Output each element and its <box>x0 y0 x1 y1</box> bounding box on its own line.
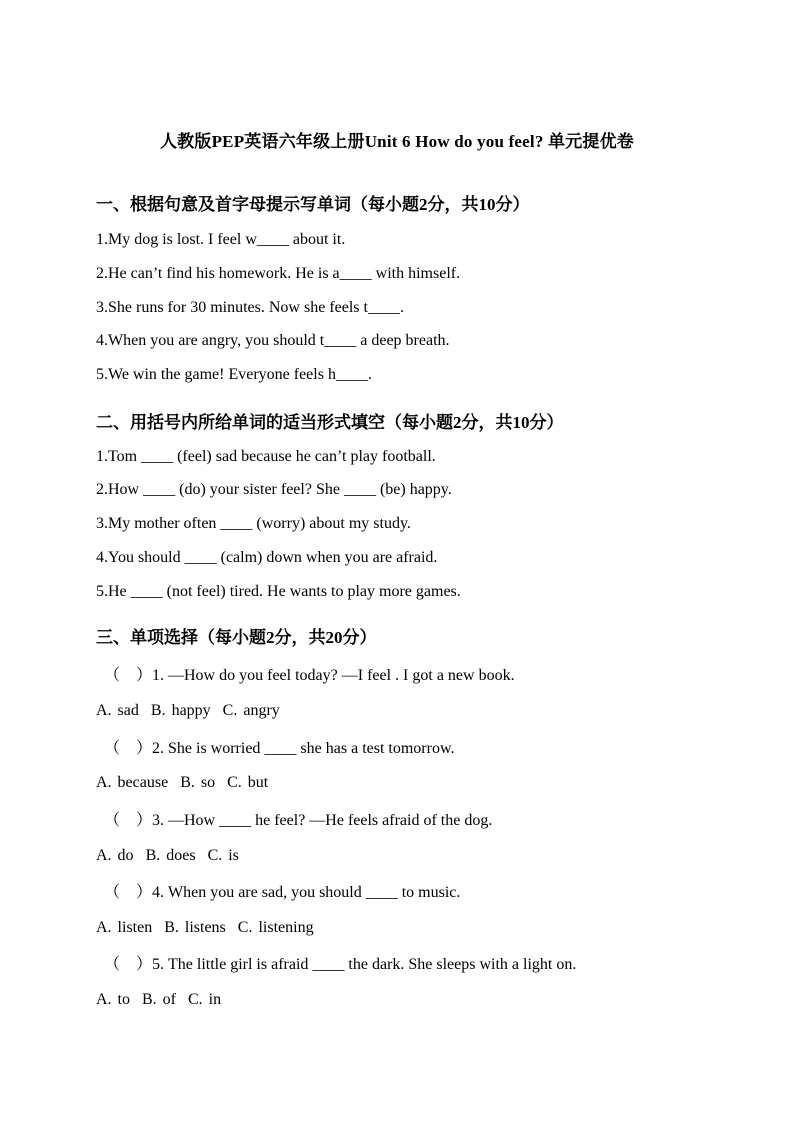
section-1-item-1: 1.My dog is lost. I feel w____ about it. <box>96 231 346 248</box>
section-3-options-5 <box>96 991 221 1009</box>
option-c: C. is <box>207 847 239 864</box>
section-2-item-3: 3.My mother often ____ (worry) about my study. <box>96 515 411 532</box>
section-2-item-5: 5.He ____ (not feel) tired. He wants to play more games. <box>96 583 461 600</box>
section-3-question-2: （ ）2. She is worried ____ she has a test tomorrow. <box>104 740 455 757</box>
section-1-item-4: 4.When you are angry, you should t____ a deep breath. <box>96 332 450 349</box>
option-b: B. of <box>142 991 176 1008</box>
section-1-item-5: 5.We win the game! Everyone feels h____. <box>96 366 372 383</box>
section-3-question-3: （ ）3. —How ____ he feel? —He feels afraid of the dog. <box>104 812 493 829</box>
section-1-heading: 一、根据句意及首字母提示写单词（每小题2分，共10分） <box>96 195 530 214</box>
section-1-item-3: 3.She runs for 30 minutes. Now she feels t____. <box>96 299 404 316</box>
section-1-item-2: 2.He can’t find his homework. He is a____ with himself. <box>96 265 461 282</box>
option-a: A. sad <box>96 702 139 719</box>
section-3-question-1: （ ）1. —How do you feel today? —I feel . I got a new book. <box>104 667 515 684</box>
section-3-options-1 <box>96 702 280 720</box>
section-3-question-5: （ ）5. The little girl is afraid ____ the dark. She sleeps with a light on. <box>104 956 577 973</box>
section-3-options-4 <box>96 919 314 937</box>
option-b: B. does <box>145 847 196 864</box>
section-2-heading: 二、用括号内所给单词的适当形式填空（每小题2分，共10分） <box>96 413 564 432</box>
option-a: A. because <box>96 774 169 791</box>
section-3-options-3 <box>96 847 239 865</box>
section-3-heading: 三、单项选择（每小题2分，共20分） <box>96 628 377 647</box>
section-3-options-2 <box>96 774 268 792</box>
page-title: 人教版PEP英语六年级上册Unit 6 How do you feel? 单元提优卷 <box>159 132 634 151</box>
option-c: C. angry <box>222 702 280 719</box>
section-2-item-2: 2.How ____ (do) your sister feel? She ____ (be) happy. <box>96 481 452 498</box>
section-2-item-4: 4.You should ____ (calm) down when you are afraid. <box>96 549 438 566</box>
option-b: B. so <box>180 774 216 791</box>
option-b: B. listens <box>164 919 226 936</box>
section-2-item-1: 1.Tom ____ (feel) sad because he can’t play football. <box>96 448 436 465</box>
option-a: A. do <box>96 847 134 864</box>
option-c: C. listening <box>237 919 314 936</box>
option-b: B. happy <box>150 702 211 719</box>
section-3-question-4: （ ）4. When you are sad, you should ____ to music. <box>104 884 461 901</box>
option-c: C. in <box>188 991 222 1008</box>
option-a: A. to <box>96 991 130 1008</box>
option-c: C. but <box>227 774 269 791</box>
option-a: A. listen <box>96 919 153 936</box>
